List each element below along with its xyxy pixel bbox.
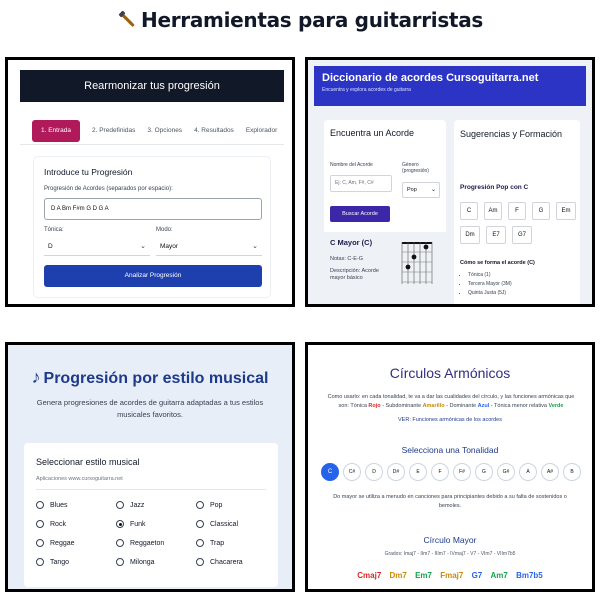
formation-item: • Tercera Mayor (3M) (468, 280, 512, 289)
chord-chip[interactable]: C (460, 202, 478, 220)
style-option-tango[interactable] (36, 558, 69, 566)
chord-chip[interactable]: Dm (460, 226, 480, 244)
style-option-label: Milonga (130, 558, 155, 566)
tab-opciones[interactable]: 3. Opciones (147, 126, 183, 134)
style-option-funk[interactable] (116, 520, 146, 528)
progression-panel (34, 157, 270, 297)
chevron-down-icon: ⌄ (252, 243, 258, 250)
degrees-text: Grados: Imaj7 - IIm7 - IIIm7 - IVmaj7 - V7 - VIm7 - VIIm7b5 (384, 551, 516, 557)
style-panel (24, 443, 278, 587)
style-option-label: Tango (50, 558, 70, 566)
style-title-text: Progresión por estilo musical (43, 370, 269, 387)
tonic-label: Tónica: (44, 227, 64, 233)
subdominant-color-label: Amarillo (422, 403, 445, 409)
desc-text: - Subdominante (382, 403, 422, 409)
style-option-blues[interactable] (36, 501, 68, 509)
radio-button[interactable] (196, 520, 204, 528)
result-notes: Notas: C-E-G (330, 256, 364, 262)
style-option-label: Jazz (130, 501, 145, 509)
reharmonize-card (5, 57, 295, 307)
dictionary-header (314, 66, 586, 106)
chord-chip[interactable]: E7 (486, 226, 506, 244)
chevron-down-icon: ⌄ (140, 243, 146, 250)
dictionary-title: Diccionario de acordes Cursoguitarra.net (322, 72, 539, 84)
desc-text: Como usarlo: en cada tonalidad, te va a dar las cualidades del círculo, y las funciones armónicas que son: Tónica (327, 394, 575, 409)
chord-type-label: Género (progresión) (402, 162, 429, 174)
search-chord-button[interactable]: Buscar Acorde (330, 206, 390, 222)
chord-name-input[interactable]: Ej: C, Am, F#, C# (330, 175, 392, 192)
chord-chip[interactable]: G7 (512, 226, 532, 244)
select-key-title: Selecciona una Tonalidad (401, 445, 499, 455)
formation-title: Cómo se forma el acorde (C) (460, 260, 535, 266)
harmonic-functions-link[interactable]: VER: Funciones armónicas de los acordes (398, 417, 502, 423)
key-selector (321, 463, 581, 481)
radio-button[interactable] (36, 558, 44, 566)
tab-resultados[interactable]: 4. Resultados (194, 126, 234, 134)
style-option-label: Chacarera (210, 558, 243, 566)
radio-button[interactable] (116, 501, 124, 509)
radio-button[interactable] (116, 558, 124, 566)
dictionary-subtitle: Encuentra y explora acordes de guitarra (322, 87, 411, 93)
mode-value: Mayor (160, 243, 179, 250)
style-option-classical[interactable] (196, 520, 238, 528)
chord-chips (460, 202, 576, 244)
style-option-label: Trap (210, 539, 225, 547)
style-title (8, 367, 292, 388)
style-panel-title: Seleccionar estilo musical (36, 457, 140, 467)
reharmonize-header: Rearmonizar tus progresión (20, 70, 284, 102)
key-button[interactable]: A# (541, 463, 559, 481)
chord-diagram (392, 236, 442, 288)
chord-type-select[interactable] (402, 182, 440, 198)
style-option-label: Classical (210, 520, 239, 528)
formation-item: • Quinta Justa (5J) (468, 289, 512, 298)
mode-label: Modo: (156, 227, 173, 233)
dominant-color-label: Azul (477, 403, 490, 409)
style-panel-attribution: Aplicaciones www.cursoguitarra.net (36, 476, 123, 482)
progression-label: Progresión de Acordes (separados por espacio): (44, 186, 173, 192)
suggestions-panel (454, 120, 580, 306)
radio-button[interactable] (36, 539, 44, 547)
style-option-label: Funk (130, 520, 146, 528)
result-description: Descripción: Acorde mayor básico (330, 268, 379, 281)
key-button[interactable]: F (431, 463, 449, 481)
style-option-reggaeton[interactable] (116, 539, 164, 547)
find-chord-panel (324, 120, 446, 306)
result-title: C Mayor (C) (330, 238, 373, 247)
major-circle-title: Círculo Mayor (423, 535, 477, 545)
chord-chip[interactable]: G (532, 202, 550, 220)
chord-dictionary-card (305, 57, 595, 307)
tonic-value: D (48, 243, 53, 250)
panel-title: Introduce tu Progresión (44, 167, 133, 177)
analyze-button[interactable]: Analizar Progresión (44, 265, 262, 287)
key-button[interactable]: A (519, 463, 537, 481)
radio-button[interactable] (196, 539, 204, 547)
circle-chord: G7 (471, 571, 483, 580)
tab-explorador[interactable]: Explorador (245, 126, 278, 134)
tab-predefinidas[interactable]: 2. Predefinidas (92, 126, 136, 134)
style-option-label: Rock (50, 520, 66, 528)
circle-chord: Em7 (415, 571, 432, 580)
tools-icon (117, 10, 137, 30)
circle-chord: Cmaj7 (357, 571, 382, 580)
key-button[interactable]: B (563, 463, 581, 481)
find-chord-title: Encuentra un Acorde (330, 128, 415, 138)
harmonic-circles-card (305, 342, 595, 592)
chord-type-value: Pop (407, 187, 417, 193)
desc-text: - Tónica menor relativa (490, 403, 547, 409)
style-option-jazz[interactable] (116, 501, 144, 509)
reharmonize-tabs (20, 117, 284, 145)
key-button[interactable]: C# (343, 463, 361, 481)
chord-name-label: Nombre del Acorde (330, 162, 373, 168)
style-option-pop[interactable] (196, 501, 222, 509)
key-button[interactable]: F# (453, 463, 471, 481)
tab-entrada[interactable]: 1. Entrada (32, 120, 80, 142)
style-option-label: Reggae (50, 539, 75, 547)
circle-chord: Fmaj7 (440, 571, 464, 580)
divider (36, 489, 266, 490)
tonica-color-label: Rojo (368, 403, 381, 409)
progression-input[interactable]: D A Bm F#m G D G A (44, 198, 262, 220)
circle-chords (308, 571, 592, 580)
radio-button[interactable] (36, 520, 44, 528)
pop-progression-title: Progresión Pop con C (460, 184, 529, 191)
key-button[interactable]: G (475, 463, 493, 481)
desc-text: - Dominante (446, 403, 477, 409)
circle-chord: Dm7 (389, 571, 407, 580)
radio-button[interactable] (116, 539, 124, 547)
circle-chord: Bm7b5 (516, 571, 543, 580)
suggestions-title: Sugerencias y Formación (460, 129, 563, 139)
relative-color-label: Verde (548, 403, 564, 409)
formation-list (468, 271, 512, 298)
circle-chord: Am7 (490, 571, 508, 580)
chord-chip[interactable]: Em (556, 202, 576, 220)
circles-title: Círculos Armónicos (389, 365, 511, 381)
style-progression-card (5, 342, 295, 592)
style-option-trap[interactable] (196, 539, 224, 547)
key-button[interactable]: D (365, 463, 383, 481)
key-info: Do mayor se utiliza a menudo en canciones para principiantes debido a su falta de sostenidos o bemoles. (333, 494, 567, 509)
key-button[interactable]: D# (387, 463, 405, 481)
chord-result (324, 232, 446, 306)
style-option-label: Pop (210, 501, 223, 509)
chord-chip[interactable]: Am (484, 202, 502, 220)
key-button[interactable]: G# (497, 463, 515, 481)
radio-button-selected[interactable] (116, 520, 124, 528)
style-option-label: Blues (50, 501, 68, 509)
key-button-c[interactable]: C (321, 463, 339, 481)
style-subtitle: Genera progresiones de acordes de guitarra adaptadas a tus estilos musicales favoritos. (36, 398, 264, 419)
circles-description (324, 393, 578, 411)
page-title-text: Herramientas para guitarristas (141, 8, 483, 32)
style-option-label: Reggaeton (130, 539, 165, 547)
radio-button[interactable] (196, 501, 204, 509)
music-note-icon: ♪ (31, 367, 41, 387)
radio-button[interactable] (196, 558, 204, 566)
style-option-reggae[interactable] (36, 539, 75, 547)
chevron-down-icon: ⌄ (430, 187, 436, 193)
style-option-rock[interactable] (36, 520, 66, 528)
radio-button[interactable] (36, 501, 44, 509)
tonic-select[interactable] (44, 238, 150, 256)
chord-chip[interactable]: F (508, 202, 526, 220)
key-button[interactable]: E (409, 463, 427, 481)
style-option-chacarera[interactable] (196, 558, 243, 566)
mode-select[interactable] (156, 238, 262, 256)
page-title (0, 8, 600, 32)
formation-item: • Tónica (1) (468, 271, 512, 280)
style-option-milonga[interactable] (116, 558, 155, 566)
